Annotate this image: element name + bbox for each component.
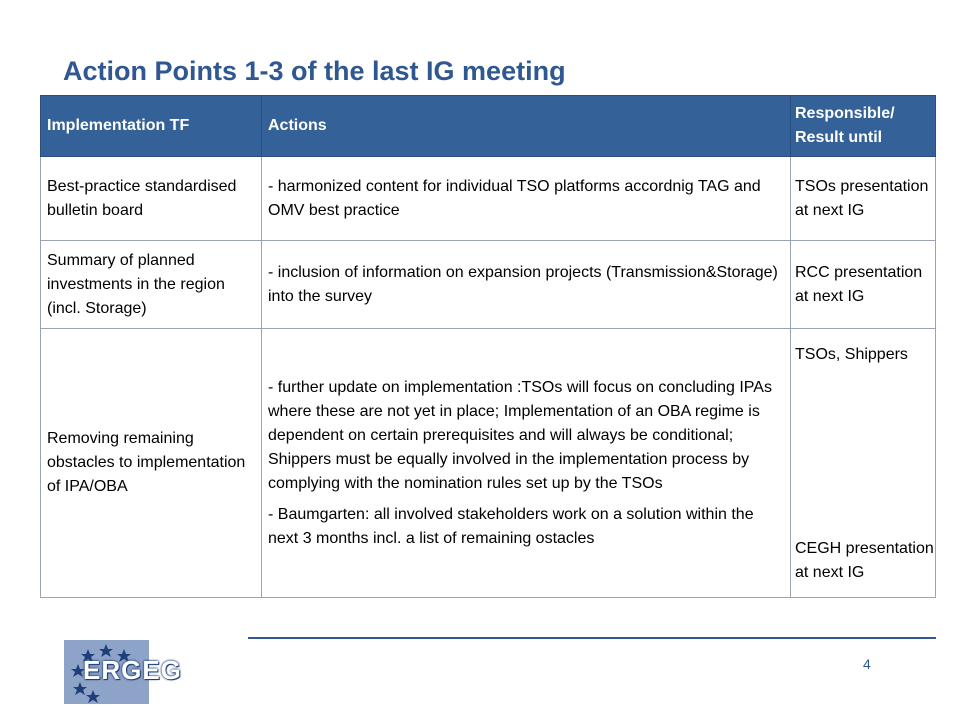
- responsible-entry: TSOs, Shippers: [795, 346, 908, 363]
- action-paragraph: - Baumgarten: all involved stakeholders work on a solution within the next 3 months incl. a list of remaining ostacles: [268, 505, 754, 547]
- page-title: Action Points 1-3 of the last IG meeting: [63, 56, 566, 86]
- actions-cell: [262, 329, 791, 598]
- task-cell: Summary of planned investments in the region (incl. Storage): [41, 241, 262, 329]
- actions-cell: - harmonized content for individual TSO platforms accordnig TAG and OMV best practice: [262, 157, 791, 241]
- logo-wordmark: ERGEG: [83, 655, 182, 685]
- responsible-cell: [791, 329, 936, 598]
- footer-divider: [248, 637, 936, 639]
- action-points-table: [40, 95, 936, 598]
- table-header-row: [41, 96, 936, 157]
- responsible-cell: RCC presentation at next IG: [791, 241, 936, 329]
- column-header-implementation-tf: Implementation TF: [41, 96, 262, 157]
- actions-cell: - inclusion of information on expansion projects (Transmission&Storage) into the survey: [262, 241, 791, 329]
- page-number: 4: [863, 656, 871, 672]
- responsible-entry: CEGH presentation at next IG: [795, 540, 934, 581]
- column-header-responsible: Responsible/ Result until: [791, 96, 936, 157]
- table-row: [41, 241, 936, 329]
- responsible-cell: TSOs presentation at next IG: [791, 157, 936, 241]
- action-paragraph: - further update on implementation :TSOs will focus on concluding IPAs where these are not yet in place; Implementation of an OBA regime is dependent on certain prerequisites and will always be conditional; Shippers must be equally involved in the implementation process by complying with the nomination rules set up by the TSOs: [268, 378, 772, 492]
- task-cell: Removing remaining obstacles to implementation of IPA/OBA: [41, 329, 262, 598]
- task-cell: Best-practice standardised bulletin board: [41, 157, 262, 241]
- table-row: [41, 157, 936, 241]
- column-header-actions: Actions: [262, 96, 791, 157]
- table-row: [41, 329, 936, 598]
